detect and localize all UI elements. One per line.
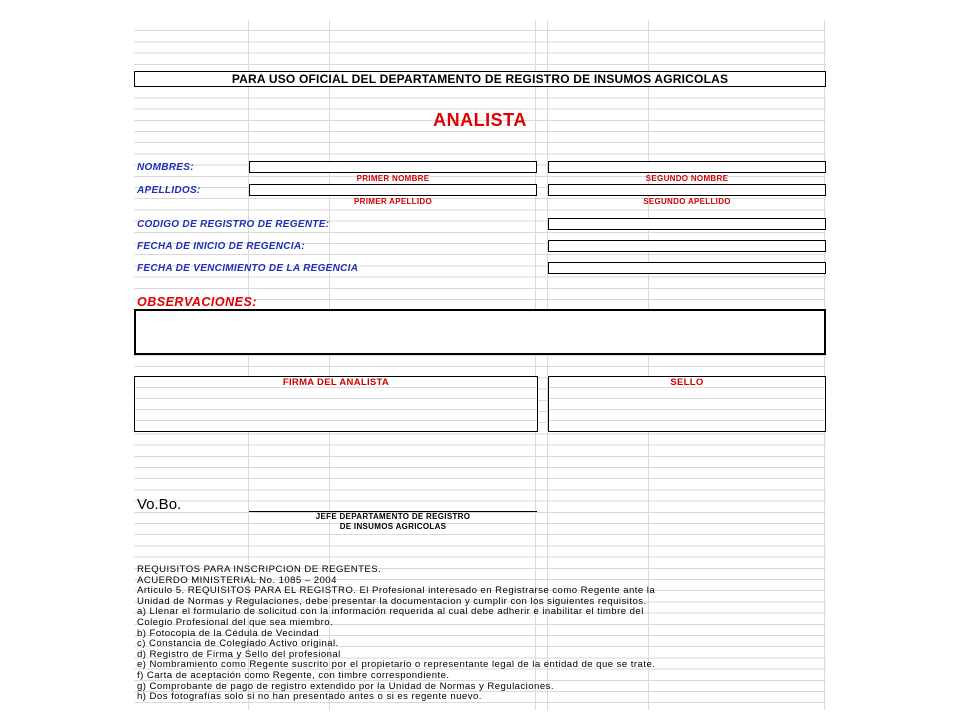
vobo-title-line1: JEFE DEPARTAMENTO DE REGISTRO [315,512,471,521]
segundo-apellido-field[interactable] [548,184,826,196]
requisito-line: c) Constancia de Colegiado Activo original. [137,638,339,650]
fecha-inicio-label: FECHA DE INICIO DE REGENCIA: [137,241,306,252]
firma-analista-box[interactable] [134,376,538,432]
nombres-label: NOMBRES: [137,162,194,173]
observaciones-label: OBSERVACIONES: [137,295,257,309]
requisito-line: Articulo 5. REQUISITOS PARA EL REGISTRO. El Profesional interesado en Registrarse como Regente ante la [137,585,656,597]
requisito-line: Colegio Profesional del que sea miembro. [137,616,334,628]
primer-nombre-caption: PRIMER NOMBRE [356,174,430,183]
observaciones-field[interactable] [134,309,826,355]
sello-box[interactable] [548,376,826,432]
requisito-line: REQUISITOS PARA INSCRIPCION DE REGENTES. [137,564,382,575]
fecha-vencimiento-label: FECHA DE VENCIMIENTO DE LA REGENCIA [137,263,359,274]
codigo-registro-label: CODIGO DE REGISTRO DE REGENTE: [137,219,330,230]
firma-analista-label: FIRMA DEL ANALISTA [282,377,390,388]
segundo-nombre-field[interactable] [548,161,826,173]
form-title: ANALISTA [433,110,527,130]
codigo-registro-field[interactable] [548,218,826,230]
segundo-apellido-caption: SEGUNDO APELLIDO [643,197,731,206]
primer-apellido-field[interactable] [249,184,537,196]
requisito-line: Unidad de Normas y Regulaciones, debe presentar la documentacion y cumplir con los siguientes requisitos. [137,595,647,607]
requisito-line: e) Nombramiento como Regente suscrito por el propietario o representante legal de la entidad de que se trate. [137,659,656,671]
requisito-line: a) Llenar el formulario de solicitud con la información requerida al cual debe adherir e inabilitar el timbre del [137,606,644,618]
sello-label: SELLO [670,377,704,388]
official-use-banner: PARA USO OFICIAL DEL DEPARTAMENTO DE REGISTRO DE INSUMOS AGRICOLAS [134,71,826,87]
requisito-line: f) Carta de aceptación como Regente, con timbre correspondiente. [137,669,450,681]
requisito-line: h) Dos fotografías solo si no han presentado antes o si es regente nuevo. [137,691,482,703]
vobo-title-line2: DE INSUMOS AGRICOLAS [339,522,447,531]
primer-apellido-caption: PRIMER APELLIDO [354,197,432,206]
primer-nombre-field[interactable] [249,161,537,173]
fecha-inicio-field[interactable] [548,240,826,252]
requisito-line: b) Fotocopia de la Cédula de Vecindad [137,627,319,639]
requisito-line: ACUERDO MINISTERIAL No. 1085 – 2004 [137,574,337,586]
apellidos-label: APELLIDOS: [137,185,201,196]
vobo-label: Vo.Bo. [137,496,182,513]
requisitos-block [137,565,655,703]
segundo-nombre-caption: SEGUNDO NOMBRE [645,174,729,183]
requisito-line: g) Comprobante de pago de registro extendido por la Unidad de Normas y Regulaciones. [137,680,554,692]
requisito-line: d) Registro de Firma y Sello del profesional [137,648,341,660]
fecha-vencimiento-field[interactable] [548,262,826,274]
